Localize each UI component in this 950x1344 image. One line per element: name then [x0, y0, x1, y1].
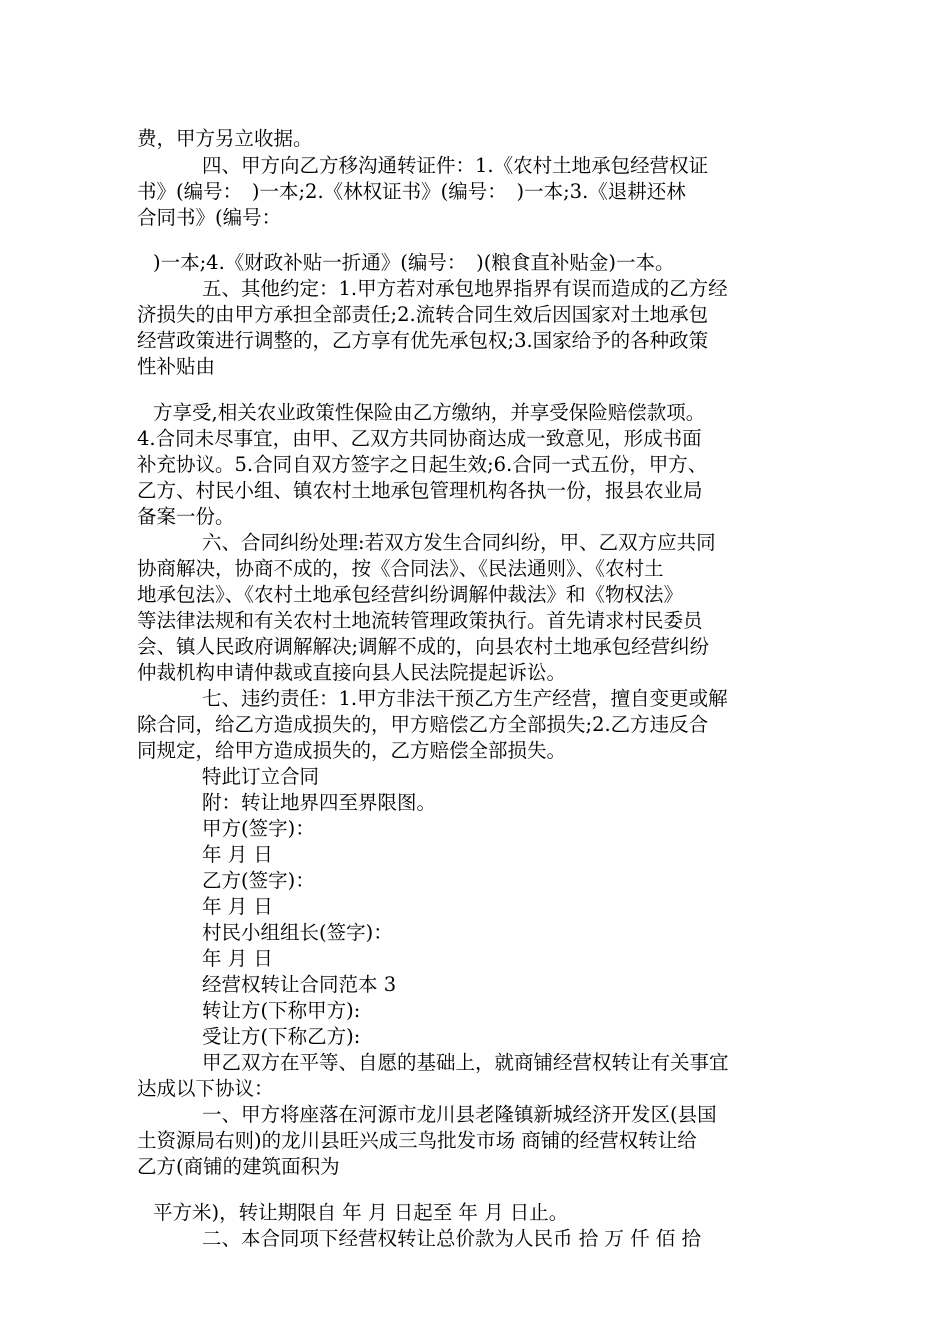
text-line: 甲乙双方在平等、自愿的基础上，就商铺经营权转让有关事宜 [202, 1051, 729, 1074]
text-line: 性补贴由 [137, 355, 216, 378]
text-line: 附：转让地界四至界限图。 [202, 791, 437, 814]
text-line: 平方米)，转让期限自 年 月 日起至 年 月 日止。 [153, 1201, 569, 1224]
text-line: 乙方(商铺的建筑面积为 [137, 1155, 340, 1178]
text-line: 经营权转让合同范本 3 [202, 973, 397, 996]
text-line: 除合同，给乙方造成损失的，甲方赔偿乙方全部损失;2.乙方违反合 [137, 713, 709, 736]
text-line: 等法律法规和有关农村土地流转管理政策执行。首先请求村民委员 [137, 609, 703, 632]
text-line: 村民小组组长(签字)： [202, 921, 393, 944]
text-line: 书》(编号： )一本;2.《林权证书》(编号： )一本;3.《退耕还林 [137, 180, 686, 203]
text-line: 经营政策进行调整的，乙方享有优先承包权;3.国家给予的各种政策 [137, 329, 709, 352]
text-line: 备案一份。 [137, 505, 235, 528]
text-line: 4.合同未尽事宜，由甲、乙双方共同协商达成一致意见，形成书面 [137, 427, 702, 450]
text-line: 二、本合同项下经营权转让总价款为人民币 拾 万 仟 佰 拾 [202, 1227, 701, 1250]
text-line: 五、其他约定：1.甲方若对承包地界指界有误而造成的乙方经 [202, 277, 728, 300]
text-line: 甲方(签字)： [202, 817, 315, 840]
text-line: 乙方、村民小组、镇农村土地承包管理机构各执一份，报县农业局 [137, 479, 703, 502]
text-line: 一、甲方将座落在河源市龙川县老隆镇新城经济开发区(县国 [202, 1103, 717, 1126]
text-line: 受让方(下称乙方): [202, 1025, 361, 1048]
text-line: 济损失的由甲方承担全部责任;2.流转合同生效后因国家对土地承包 [137, 303, 709, 326]
text-line: 同规定，给甲方造成损失的，乙方赔偿全部损失。 [137, 739, 567, 762]
text-line: 乙方(签字)： [202, 869, 315, 892]
text-line: 地承包法》、《农村土地承包经营纠纷调解仲裁法》和《物权法》 [137, 583, 684, 606]
text-line: 特此订立合同 [202, 765, 320, 788]
text-line: 四、甲方向乙方移沟通转证件：1.《农村土地承包经营权证 [202, 154, 709, 177]
text-line: )一本;4.《财政补贴一折通》(编号： )(粮食直补贴金)一本。 [153, 251, 675, 274]
text-line: 协商解决，协商不成的，按《合同法》、《民法通则》、《农村土 [137, 557, 664, 580]
text-line: 六、合同纠纷处理:若双方发生合同纠纷，甲、乙双方应共同 [202, 531, 716, 554]
text-line: 补充协议。5.合同自双方签字之日起生效;6.合同一式五份，甲方、 [137, 453, 708, 476]
text-line: 方享受,相关农业政策性保险由乙方缴纳，并享受保险赔偿款项。 [153, 401, 706, 424]
text-line: 会、镇人民政府调解解决;调解不成的，向县农村土地承包经营纠纷 [137, 635, 710, 658]
text-line: 转让方(下称甲方): [202, 999, 361, 1022]
text-line: 年 月 日 [202, 947, 273, 970]
text-line: 土资源局右则)的龙川县旺兴成三鸟批发市场 商铺的经营权转让给 [137, 1129, 697, 1152]
text-line: 年 月 日 [202, 843, 273, 866]
text-line: 费，甲方另立收据。 [137, 127, 313, 150]
text-line: 仲裁机构申请仲裁或直接向县人民法院提起诉讼。 [137, 661, 567, 684]
text-line: 七、违约责任：1.甲方非法干预乙方生产经营，擅自变更或解 [202, 687, 728, 710]
text-line: 年 月 日 [202, 895, 273, 918]
text-line: 达成以下协议： [137, 1077, 274, 1100]
text-line: 合同书》(编号： [137, 206, 282, 229]
